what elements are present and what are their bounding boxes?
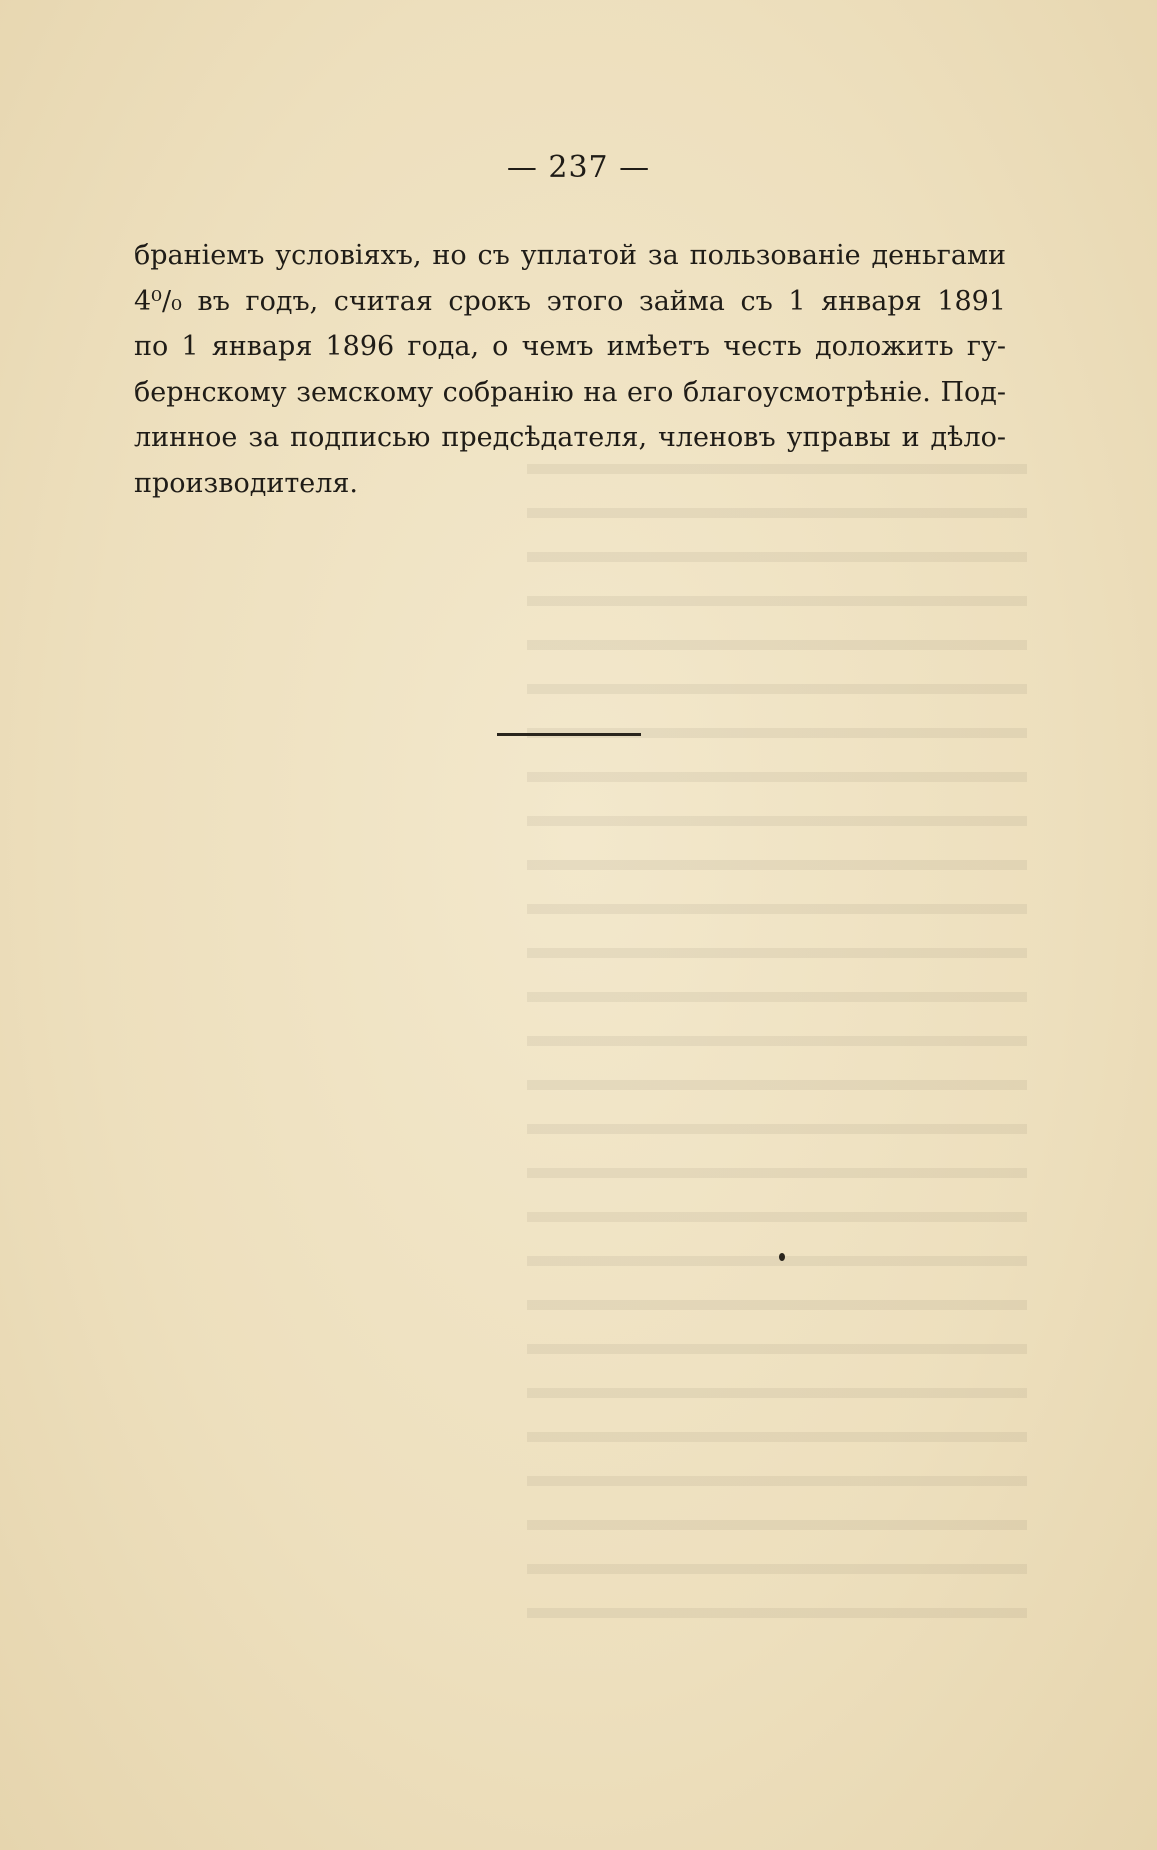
page-number: — 237 — [506, 150, 651, 185]
bleed-through-texture [527, 430, 1027, 1630]
ink-speck [779, 1253, 785, 1261]
body-paragraph [134, 233, 1006, 506]
section-divider-rule [497, 733, 641, 736]
text-line: линное за подписью предсѣдателя, членовъ управы и дѣло- [134, 422, 1006, 453]
text-line: 4⁰/₀ въ годъ, считая срокъ этого займа съ 1 января 1891 [134, 285, 1006, 317]
text-line: производителя. [134, 467, 359, 499]
text-line: бернскому земскому собранію на его благоусмотрѣніе. Под- [134, 376, 1006, 408]
text-line: по 1 января 1896 года, о чемъ имѣетъ честь доложить гу- [134, 331, 1006, 362]
text-line: браніемъ условіяхъ, но съ уплатой за пользованіе деньгами [134, 240, 1006, 271]
